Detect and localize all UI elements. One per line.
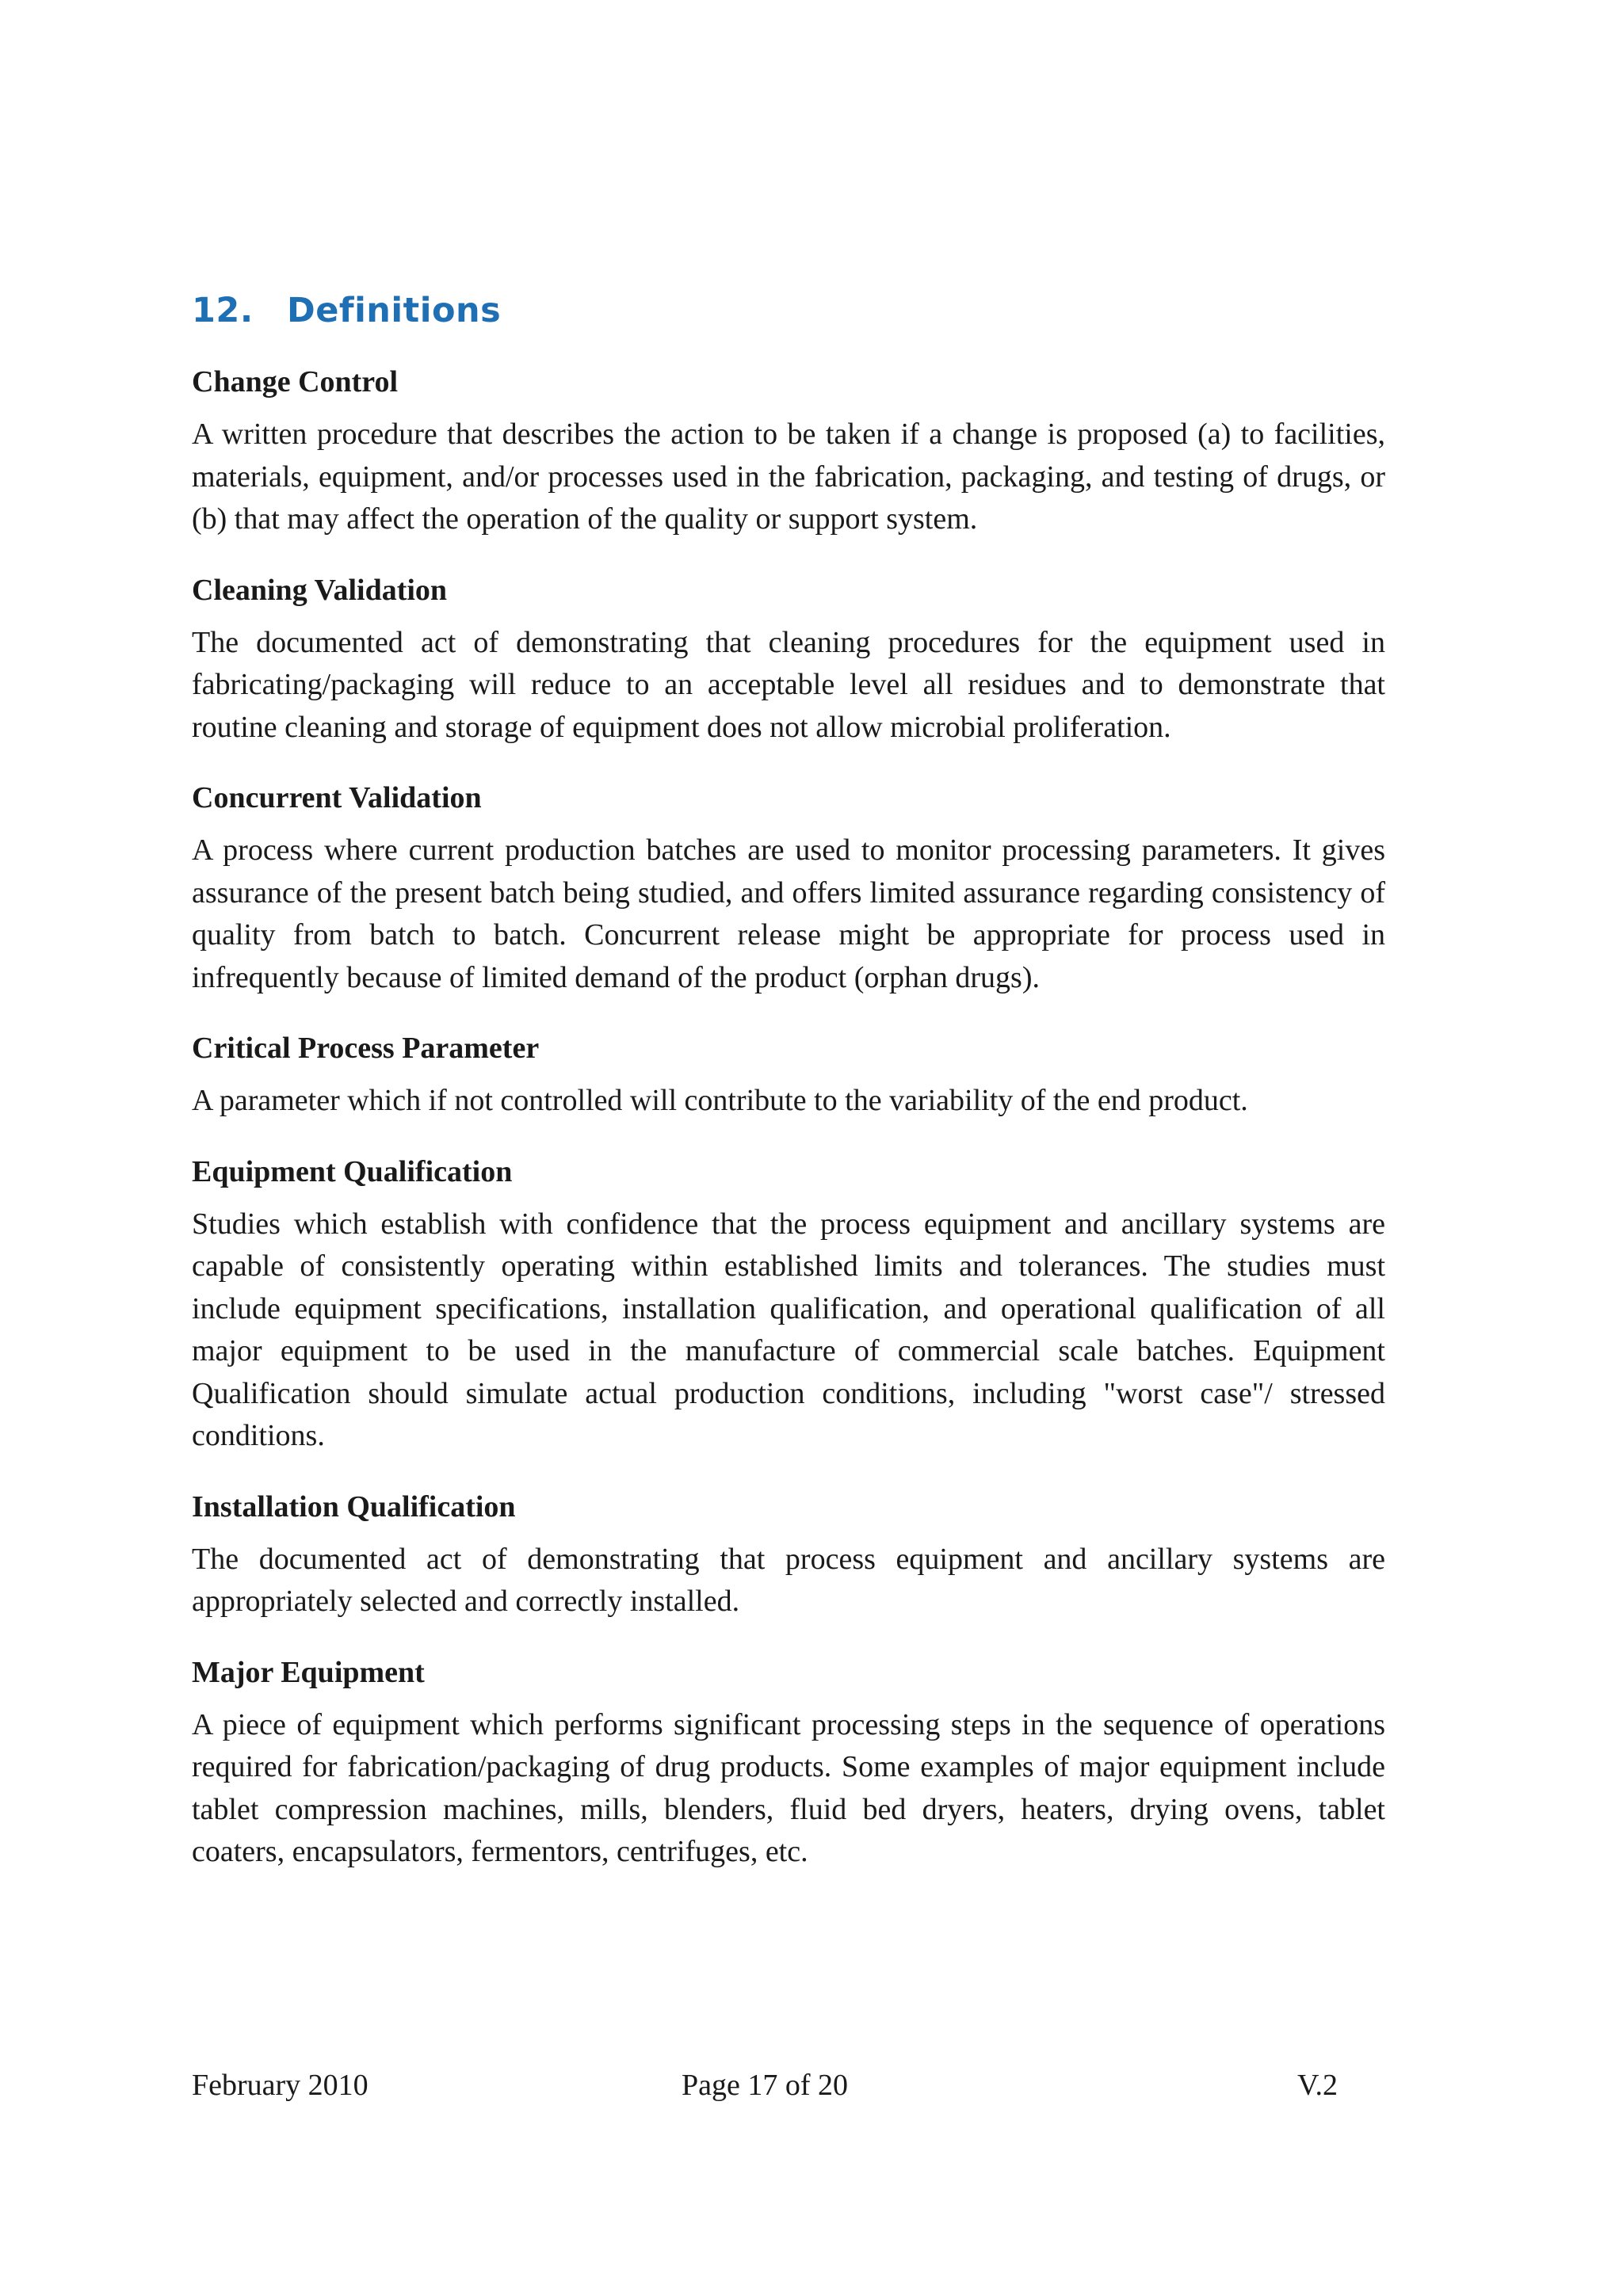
- term-definition: The documented act of demonstrating that cleaning procedures for the equipment used in fabricating/packaging will reduce to an acceptable level all residues and to demonstrate that routine cleaning and storage of equipment does not allow microbial proliferation.: [192, 625, 1385, 744]
- definition-entry: [192, 363, 1385, 541]
- term-definition: A parameter which if not controlled will contribute to the variability of the end product.: [192, 1084, 1248, 1117]
- term-title: Change Control: [192, 365, 399, 399]
- page-footer: [192, 2063, 1338, 2107]
- term-title: Concurrent Validation: [192, 781, 482, 814]
- definition-entry: [192, 571, 1385, 749]
- term-definition: The documented act of demonstrating that process equipment and ancillary systems are appropriately selected and correctly installed.: [192, 1542, 1385, 1618]
- definition-entry: [192, 1488, 1385, 1623]
- term-definition: A piece of equipment which performs significant processing steps in the sequence of operations required for fabrication/packaging of drug products. Some examples of major equipment include tablet compression machines, mills, blenders, fluid bed dryers, heaters, drying ovens, tablet coaters, encapsulators, fermentors, centrifuges, etc.: [192, 1707, 1385, 1868]
- term-title: Cleaning Validation: [192, 573, 448, 607]
- definition-entry: [192, 779, 1385, 999]
- definition-entry: [192, 1653, 1385, 1874]
- footer-date: February 2010: [192, 2069, 369, 2102]
- footer-version: V.2: [1296, 2069, 1338, 2102]
- term-definition: Studies which establish with confidence that the process equipment and ancillary systems are capable of consistently operating within established limits and tolerances. The studies must include equipment specifications, installation qualification, and operational qualification of all major equipment to be used in the manufacture of commercial scale batches. Equipment Qualification should simulate actual production conditions, including "worst case"/ stressed conditions.: [192, 1207, 1385, 1452]
- term-title: Installation Qualification: [192, 1489, 516, 1524]
- section-title: Definitions: [287, 291, 502, 330]
- term-definition: A process where current production batches are used to monitor processing parameters. It gives assurance of the present batch being studied, and offers limited assurance regarding consistency of quality from batch to batch. Concurrent release might be appropriate for process used in infrequently because of limited demand of the product (orphan drugs).: [192, 833, 1385, 994]
- section-number: 12.: [192, 291, 254, 330]
- term-definition: A written procedure that describes the action to be taken if a change is proposed (a) to facilities, materials, equipment, and/or processes used in the fabrication, packaging, and testing of drugs, or (b) that may affect the operation of the quality or support system.: [192, 418, 1385, 536]
- term-title: Equipment Qualification: [192, 1154, 513, 1188]
- page-content: [192, 285, 1385, 1904]
- footer-page-number: Page 17 of 20: [681, 2069, 849, 2102]
- section-heading: [192, 285, 1385, 336]
- term-title: Major Equipment: [192, 1655, 425, 1689]
- definition-entry: [192, 1153, 1385, 1458]
- definition-entry: [192, 1029, 1385, 1123]
- term-title: Critical Process Parameter: [192, 1032, 540, 1065]
